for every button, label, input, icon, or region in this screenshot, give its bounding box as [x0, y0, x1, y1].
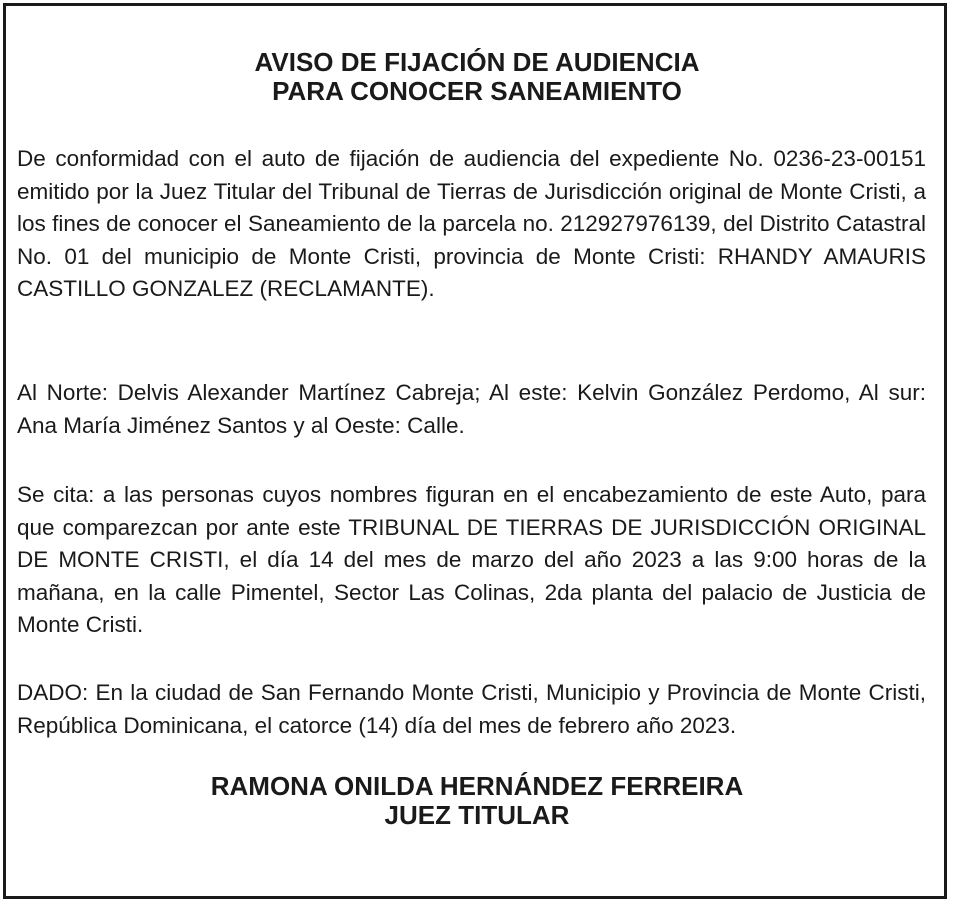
paragraph-case-details: De conformidad con el auto de fijación de audiencia del expediente No. 0236-23-00151 emitido por la Juez Titular del Tribunal de Tierras de Jurisdicción original de Monte Cristi, a los fines de conocer el Saneamiento de la parcela no. 212927976139, del Distrito Catastral No. 01 del municipio de Monte Cristi, provincia de Monte Cristi: RHANDY AMAURIS CASTILLO GONZALEZ (RECLAMANTE).: [17, 146, 926, 301]
notice-title: [0, 48, 954, 106]
paragraph-summons: Se cita: a las personas cuyos nombres figuran en el encabezamiento de este Auto, para que comparezcan por ante este TRIBUNAL DE TIERRAS DE JURISDICCIÓN ORIGINAL DE MONTE CRISTI, el día 14 del mes de marzo del año 2023 a las 9:00 horas de la mañana, en la calle Pimentel, Sector Las Colinas, 2da planta del palacio de Justicia de Monte Cristi.: [17, 482, 926, 637]
signatory-name: RAMONA ONILDA HERNÁNDEZ FERREIRA: [210, 771, 744, 801]
notice-border: [3, 3, 947, 899]
title-line-1: AVISO DE FIJACIÓN DE AUDIENCIA: [254, 47, 700, 77]
title-line-2: PARA CONOCER SANEAMIENTO: [272, 76, 682, 106]
signature-block: [0, 772, 954, 830]
paragraph-boundaries: Al Norte: Delvis Alexander Martínez Cabreja; Al este: Kelvin González Perdomo, Al sur: Ana María Jiménez Santos y al Oeste: Calle.: [17, 380, 926, 438]
signatory-position: JUEZ TITULAR: [384, 800, 570, 830]
paragraph-dated: DADO: En la ciudad de San Fernando Monte Cristi, Municipio y Provincia de Monte Cristi, República Dominicana, el catorce (14) día del mes de febrero año 2023.: [17, 680, 926, 738]
